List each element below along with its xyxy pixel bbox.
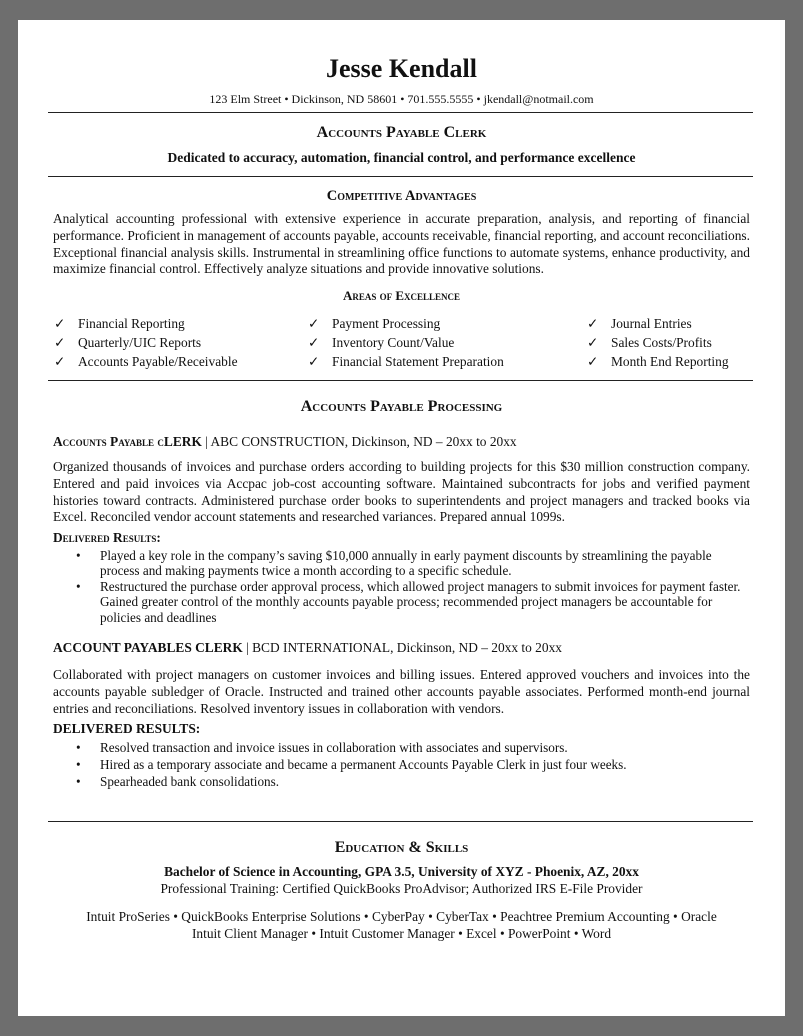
- check-icon: ✓: [54, 354, 66, 369]
- resume-name: Jesse Kendall: [326, 54, 477, 83]
- job1-results-list: [76, 548, 748, 625]
- header-divider: [48, 112, 753, 113]
- list-item: • Restructured the purchase order approval process, which allowed project managers to submit invoices for payment faster. Gained greater control of the monthly accounts payable process; recommended project managers be accountable for policies and deadlines: [76, 579, 748, 625]
- excellence-item: ✓ Financial Reporting: [54, 316, 185, 331]
- job2-summary: Collaborated with project managers on customer invoices and billing issues. Entered approved vouchers and invoices into the accounts payable subledger of Oracle. Instructed and trained other accounts payable associates. Performed month-end journal entries and reconciliations. Resolved inventory issues in collaboration with vendors.: [53, 667, 750, 716]
- skills-line-1: Intuit ProSeries • QuickBooks Enterprise Solutions • CyberPay • CyberTax • Peachtree Premium Accounting • Oracle: [86, 909, 717, 924]
- excellence-divider: [48, 380, 753, 381]
- list-item: • Played a key role in the company’s saving $10,000 annually in early payment discounts by streamlining the payable process and making payments twice a month according to a specific schedule.: [76, 548, 748, 579]
- job1-summary: Organized thousands of invoices and purchase orders according to building projects for this $30 million construction company. Entered and paid invoices via Accpac job-cost accounting software. Maintained subcontracts for jobs and verified payment histories toward contracts. Administered purchase order books to superintendents and project managers and tracked books via Excel. Reconciled vendor account statements and researched variances. Prepared annual 1099s.: [53, 459, 750, 525]
- excellence-item: ✓ Month End Reporting: [587, 354, 729, 369]
- excellence-item: ✓ Payment Processing: [308, 316, 441, 331]
- headline-divider: [48, 176, 753, 177]
- job2-header: [53, 640, 562, 656]
- skills-line-2: Intuit Client Manager • Intuit Customer Manager • Excel • PowerPoint • Word: [191, 926, 612, 941]
- check-icon: ✓: [587, 316, 599, 331]
- job2-results-list: [76, 739, 748, 791]
- job1-header: [53, 434, 517, 450]
- job2-title: ACCOUNT PAYABLES CLERK: [53, 640, 243, 655]
- excellence-item: ✓ Financial Statement Preparation: [308, 354, 504, 369]
- check-icon: ✓: [587, 354, 599, 369]
- competitive-heading: Competitive Advantages: [326, 188, 477, 204]
- check-icon: ✓: [54, 316, 66, 331]
- job2-results-label: DELIVERED RESULTS:: [53, 721, 201, 736]
- training-line: Professional Training: Certified QuickBooks ProAdvisor; Authorized IRS E-File Provider: [160, 881, 643, 896]
- check-icon: ✓: [308, 335, 320, 350]
- contact-line: 123 Elm Street • Dickinson, ND 58601 • 701.555.5555 • jkendall@notmail.com: [209, 92, 594, 106]
- experience-divider: [48, 821, 753, 822]
- list-item: • Hired as a temporary associate and became a permanent Accounts Payable Clerk in just four weeks.: [76, 756, 748, 773]
- job1-results-label: Delivered Results:: [53, 530, 161, 545]
- education-heading: Education & Skills: [334, 839, 469, 856]
- job1-employer: | ABC CONSTRUCTION, Dickinson, ND – 20xx to 20xx: [201, 434, 517, 449]
- list-item: • Resolved transaction and invoice issues in collaboration with associates and supervisors.: [76, 739, 748, 756]
- tagline: Dedicated to accuracy, automation, financial control, and performance excellence: [167, 150, 636, 165]
- excellence-item: ✓ Quarterly/UIC Reports: [54, 335, 202, 350]
- resume-page: [18, 20, 785, 1016]
- check-icon: ✓: [308, 354, 320, 369]
- excellence-item: ✓ Sales Costs/Profits: [587, 335, 712, 350]
- job2-employer: | BCD INTERNATIONAL, Dickinson, ND – 20xx to 20xx: [242, 640, 562, 655]
- degree-line: Bachelor of Science in Accounting, GPA 3.5, University of XYZ - Phoenix, AZ, 20xx: [164, 864, 639, 879]
- list-item: • Spearheaded bank consolidations.: [76, 773, 748, 790]
- experience-heading: Accounts Payable Processing: [300, 398, 503, 415]
- excellence-item: ✓ Accounts Payable/Receivable: [54, 354, 238, 369]
- excellence-heading: Areas of Excellence: [342, 288, 461, 303]
- check-icon: ✓: [54, 335, 66, 350]
- check-icon: ✓: [587, 335, 599, 350]
- excellence-item: ✓ Journal Entries: [587, 316, 692, 331]
- check-icon: ✓: [308, 316, 320, 331]
- excellence-item: ✓ Inventory Count/Value: [308, 335, 455, 350]
- job-title-heading: Accounts Payable Clerk: [316, 124, 487, 141]
- job1-title: Accounts Payable cLERK: [53, 434, 202, 449]
- competitive-summary: Analytical accounting professional with extensive experience in accurate preparation, analysis, and reporting of financial performance. Proficient in management of accounts payable, accounts receivable, financial reporting, and account reconciliations. Exceptional financial analysis skills. Instrumental in streamlining office functions to automate systems, enhance productivity, and maximize financial control. Effectively analyze situations and provide innovative solutions.: [53, 211, 750, 277]
